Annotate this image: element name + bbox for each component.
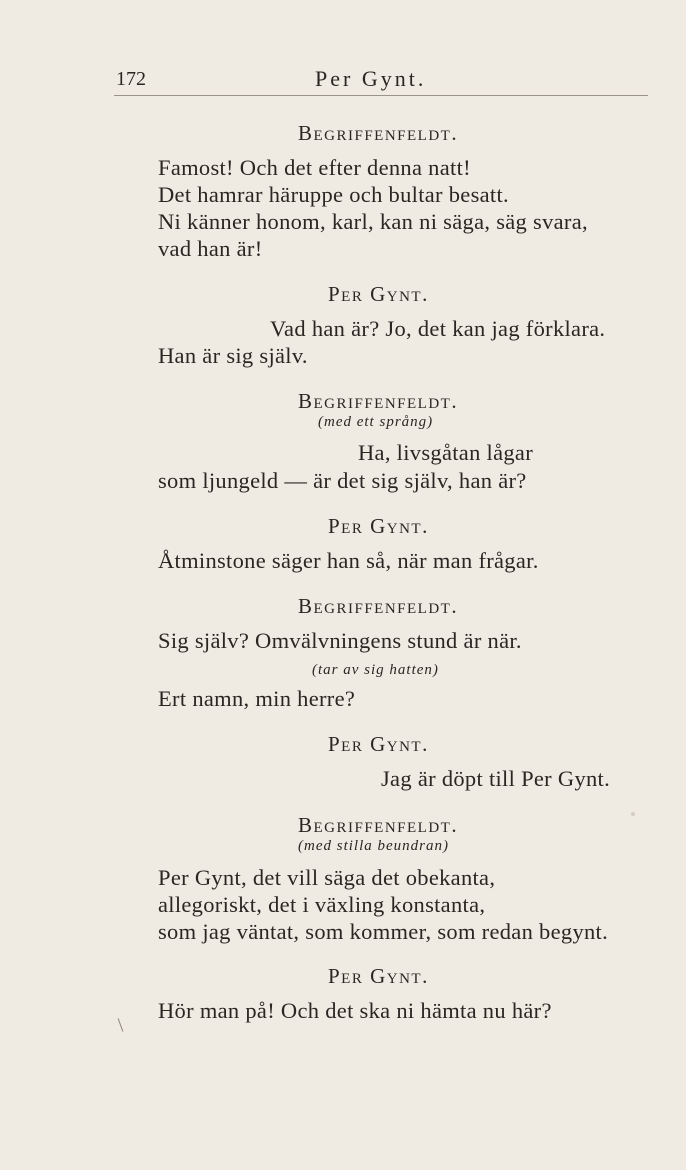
- stage-direction: (tar av sig hatten): [312, 662, 439, 678]
- speaker-per-gynt: Per Gynt.: [328, 282, 429, 306]
- verse-line: Han är sig själv.: [158, 343, 308, 368]
- verse-line: Famost! Och det efter denna natt!: [158, 155, 471, 180]
- verse-line: Per Gynt, det vill säga det obekanta,: [158, 865, 496, 890]
- speaker-per-gynt: Per Gynt.: [328, 732, 429, 756]
- verse-line: Ert namn, min herre?: [158, 686, 356, 711]
- speaker-per-gynt: Per Gynt.: [328, 964, 429, 988]
- page-number: 172: [116, 68, 146, 90]
- verse-line: Ha, livsgåtan lågar: [358, 440, 534, 465]
- verse-line: Vad han är? Jo, det kan jag förklara.: [270, 316, 606, 341]
- verse-line: allegoriskt, det i växling konstanta,: [158, 892, 486, 917]
- verse-line: som jag väntat, som kommer, som redan begynt.: [158, 919, 609, 944]
- running-title: Per Gynt.: [315, 66, 427, 91]
- speaker-begriffenfeldt: Begriffenfeldt.: [298, 389, 459, 413]
- verse-line: som ljungeld — är det sig själv, han är?: [158, 468, 527, 493]
- stage-direction: (med stilla beundran): [298, 838, 449, 854]
- verse-line: Åtminstone säger han så, när man frågar.: [158, 548, 539, 573]
- speaker-begriffenfeldt: Begriffenfeldt.: [298, 594, 459, 618]
- speaker-per-gynt: Per Gynt.: [328, 514, 429, 538]
- speaker-begriffenfeldt: Begriffenfeldt.: [298, 813, 459, 837]
- paper-speck: [631, 812, 635, 816]
- verse-line: Det hamrar häruppe och bultar besatt.: [158, 182, 509, 207]
- verse-line: Sig själv? Omvälvningens stund är när.: [158, 628, 522, 653]
- verse-line: Hör man på! Och det ska ni hämta nu här?: [158, 998, 552, 1023]
- verse-line: Ni känner honom, karl, kan ni säga, säg svara,: [158, 209, 588, 234]
- margin-mark: [118, 1018, 124, 1031]
- speaker-begriffenfeldt: Begriffenfeldt.: [298, 121, 459, 145]
- verse-line: Jag är döpt till Per Gynt.: [381, 766, 611, 791]
- stage-direction: (med ett språng): [318, 414, 434, 430]
- verse-line: vad han är!: [158, 236, 263, 261]
- header-rule: [114, 95, 648, 96]
